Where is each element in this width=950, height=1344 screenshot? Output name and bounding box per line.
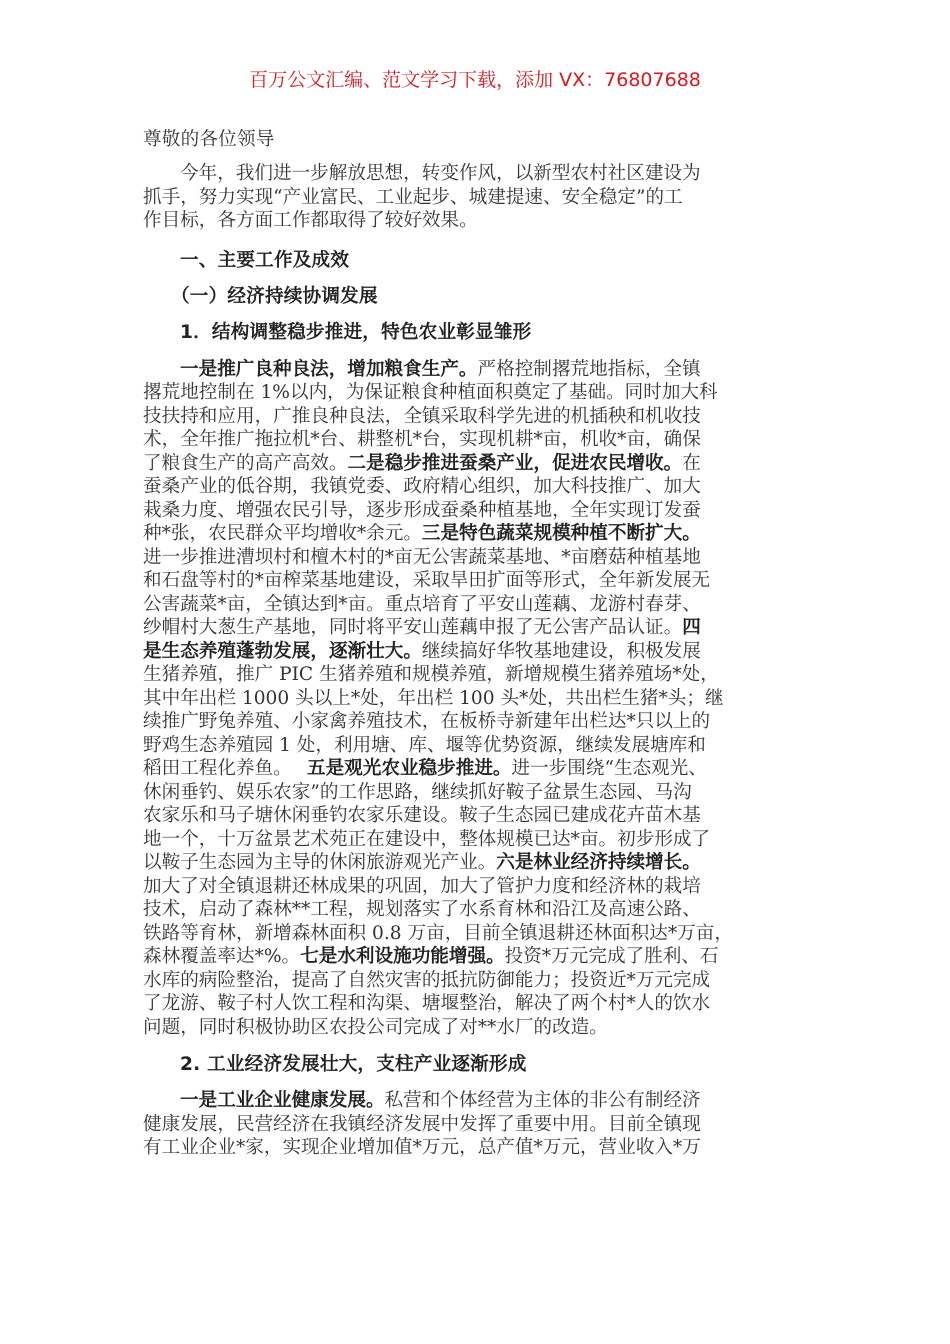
paragraph-line: [143, 898, 808, 922]
text-run: 继续搞好华牧基地建设，积极发展: [421, 640, 701, 662]
bold-lead: 七是水利设施功能增强。: [300, 946, 505, 967]
paragraph-line: [143, 546, 808, 570]
text-run: 生猪养殖，推广 PIC 生猪养殖和规模养殖，新增规模生猪养殖场*处，: [143, 664, 719, 685]
paragraph-line: [143, 804, 808, 828]
text-run: 地一个，十万盆景艺术苑正在建设中，整体规模已达*亩。初步形成了: [143, 828, 711, 850]
bold-lead: 是生态养殖蓬勃发展，逐渐壮大。: [143, 640, 422, 662]
bold-lead: 二是稳步推进蚕桑产业，促进农民增收。: [347, 452, 683, 474]
paragraph-line: [143, 734, 808, 758]
text-run: 术，全年推广拖拉机*台、耕整机*台，实现机耕*亩，机收*亩，确保: [143, 429, 701, 450]
text-run: 问题，同时积极协助区农投公司完成了对**水厂的改造。: [143, 1016, 608, 1038]
paragraph-line: [143, 875, 808, 899]
paragraph-line: [143, 640, 808, 664]
promo-banner: 百万公文汇编、范文学习下载，添加 VX：76807688: [249, 69, 701, 91]
text-run: 种*张，农民群众平均增收*余元。: [143, 523, 422, 544]
text-run: 投资*万元完成了胜利、石: [504, 946, 719, 967]
intro-paragraph: [143, 162, 808, 233]
text-run: 技术，启动了森林**工程，规划落实了水系育林和沿江及高速公路、: [143, 899, 701, 920]
paragraph-line: [143, 1136, 808, 1160]
text-run: 休闲垂钓、娱乐农家”的工作思路，继续抓好鞍子盆景生态园、马沟: [143, 781, 692, 803]
paragraph-line: [143, 945, 808, 969]
paragraph-line: [143, 569, 808, 593]
text-run: 和石盘等村的*亩榨菜基地建设，采取旱田扩面等形式，全年新发展无: [143, 570, 711, 591]
paragraph-line: [143, 757, 808, 781]
text-run: 蚕桑产业的低谷期，我镇党委、政府精心组织，加大科技推广、加大: [143, 476, 701, 497]
heading-economy: （一）经济持续协调发展: [171, 285, 378, 307]
bold-lead: 四: [682, 617, 701, 638]
text-run: 有工业企业*家，实现企业增加值*万元，总产值*万元，营业收入*万: [143, 1137, 701, 1158]
paragraph-line: [143, 1016, 808, 1040]
text-run: 以鞍子生态园为主导的休闲旅游观光产业。: [143, 852, 497, 873]
paragraph-line: [143, 663, 808, 687]
paragraph-line: [143, 851, 808, 875]
paragraph-line: [143, 358, 808, 382]
text-run: 私营和个体经营为主体的非公有制经济: [384, 1090, 701, 1111]
greeting: 尊敬的各位领导: [143, 129, 275, 150]
text-run: 撂荒地控制在 1%以内，为保证粮食种植面积奠定了基础。同时加大科: [143, 382, 718, 403]
paragraph-line: [143, 828, 808, 852]
paragraph-line: [143, 1113, 808, 1137]
bold-lead: 六是林业经济持续增长。: [496, 852, 701, 873]
intro-line: 今年，我们进一步解放思想，转变作风，以新型农村社区建设为: [180, 163, 701, 184]
intro-line: 抓手，努力实现“产业富民、工业起步、城建提速、安全稳定”的工: [143, 186, 683, 208]
paragraph-line: [143, 969, 808, 993]
intro-line: 作目标，各方面工作都取得了较好效果。: [143, 210, 478, 231]
text-run: 野鸡生态养殖园 1 处，利用塘、库、堰等优势资源，继续发展塘库和: [143, 734, 706, 756]
text-run: 公害蔬菜*亩，全镇达到*亩。重点培育了平安山莲藕、龙游村春芽、: [143, 593, 701, 615]
text-run: 水库的病险整治，提高了自然灾害的抵抗防御能力；投资近*万元完成: [143, 969, 711, 991]
paragraph-line: [143, 687, 808, 711]
paragraph-line: [143, 922, 808, 946]
text-run: 健康发展，民营经济在我镇经济发展中发挥了重要中用。目前全镇现: [143, 1113, 701, 1135]
paragraph-line: [143, 1089, 808, 1113]
text-run: 铁路等育林，新增森林面积 0.8 万亩，目前全镇退耕还林面积达*万亩，: [143, 922, 733, 944]
text-run: 进一步推进漕坝村和檀木村的*亩无公害蔬菜基地、*亩磨菇种植基地: [143, 546, 701, 568]
industry-paragraph: [143, 1089, 808, 1160]
text-run: 加大了对全镇退耕还林成果的巩固，加大了管护力度和经济林的栽培: [143, 875, 701, 897]
text-run: 续推广野兔养殖、小家禽养殖技术，在板桥寺新建年出栏达*只以上的: [143, 711, 711, 732]
paragraph-line: [143, 381, 808, 405]
paragraph-line: [143, 992, 808, 1016]
bold-lead: 一是工业企业健康发展。: [180, 1090, 385, 1111]
heading-structure: 1．结构调整稳步推进，特色农业彰显雏形: [180, 321, 532, 343]
paragraph-line: [143, 710, 808, 734]
heading-main-work: 一、主要工作及成效: [180, 249, 350, 271]
text-run: 了龙游、鞍子村人饮工程和沟渠、塘堰整治，解决了两个村*人的饮水: [143, 993, 711, 1014]
text-run: 严格控制撂荒地指标，全镇: [477, 358, 701, 380]
agriculture-paragraph: [143, 358, 808, 1040]
paragraph-line: [143, 428, 808, 452]
text-run: 其中年出栏 1000 头以上*处，年出栏 100 头*处，共出栏生猪*头；继: [143, 687, 724, 709]
text-run: 在: [682, 452, 701, 474]
paragraph-line: [143, 405, 808, 429]
heading-industry: 2. 工业经济发展壮大，支柱产业逐渐形成: [180, 1054, 527, 1075]
paragraph-line: [143, 781, 808, 805]
paragraph-line: [143, 499, 808, 523]
bold-lead: 一是推广良种良法，增加粮食生产。: [180, 358, 478, 380]
paragraph-line: [143, 616, 808, 640]
paragraph-line: [143, 593, 808, 617]
text-run: 了粮食生产的高产高效。: [143, 452, 348, 474]
text-run: 纱帽村大葱生产基地，同时将平安山莲藕申报了无公害产品认证。: [143, 617, 683, 638]
paragraph-line: [143, 475, 808, 499]
text-run: 技扶持和应用，广推良种良法，全镇采取科学先进的机插秧和机收技: [143, 405, 701, 427]
paragraph-line: [143, 452, 808, 476]
bold-lead: 三是特色蔬菜规模种植不断扩大。: [421, 523, 701, 544]
text-run: 森林覆盖率达*%。: [143, 946, 301, 967]
text-run: 农家乐和马子塘休闲垂钓农家乐建设。鞍子生态园已建成花卉苗木基: [143, 805, 701, 826]
text-run: 栽桑力度、增强农民引导，逐步形成蚕桑种植基地，全年实现订发蚕: [143, 499, 701, 521]
document-body: [143, 126, 808, 1160]
bold-lead: 五是观光农业稳步推进。: [306, 758, 512, 779]
text-run: 稻田工程化养鱼。: [143, 758, 307, 779]
text-run: 进一步围绕“生态观光、: [511, 758, 707, 779]
paragraph-line: [143, 522, 808, 546]
